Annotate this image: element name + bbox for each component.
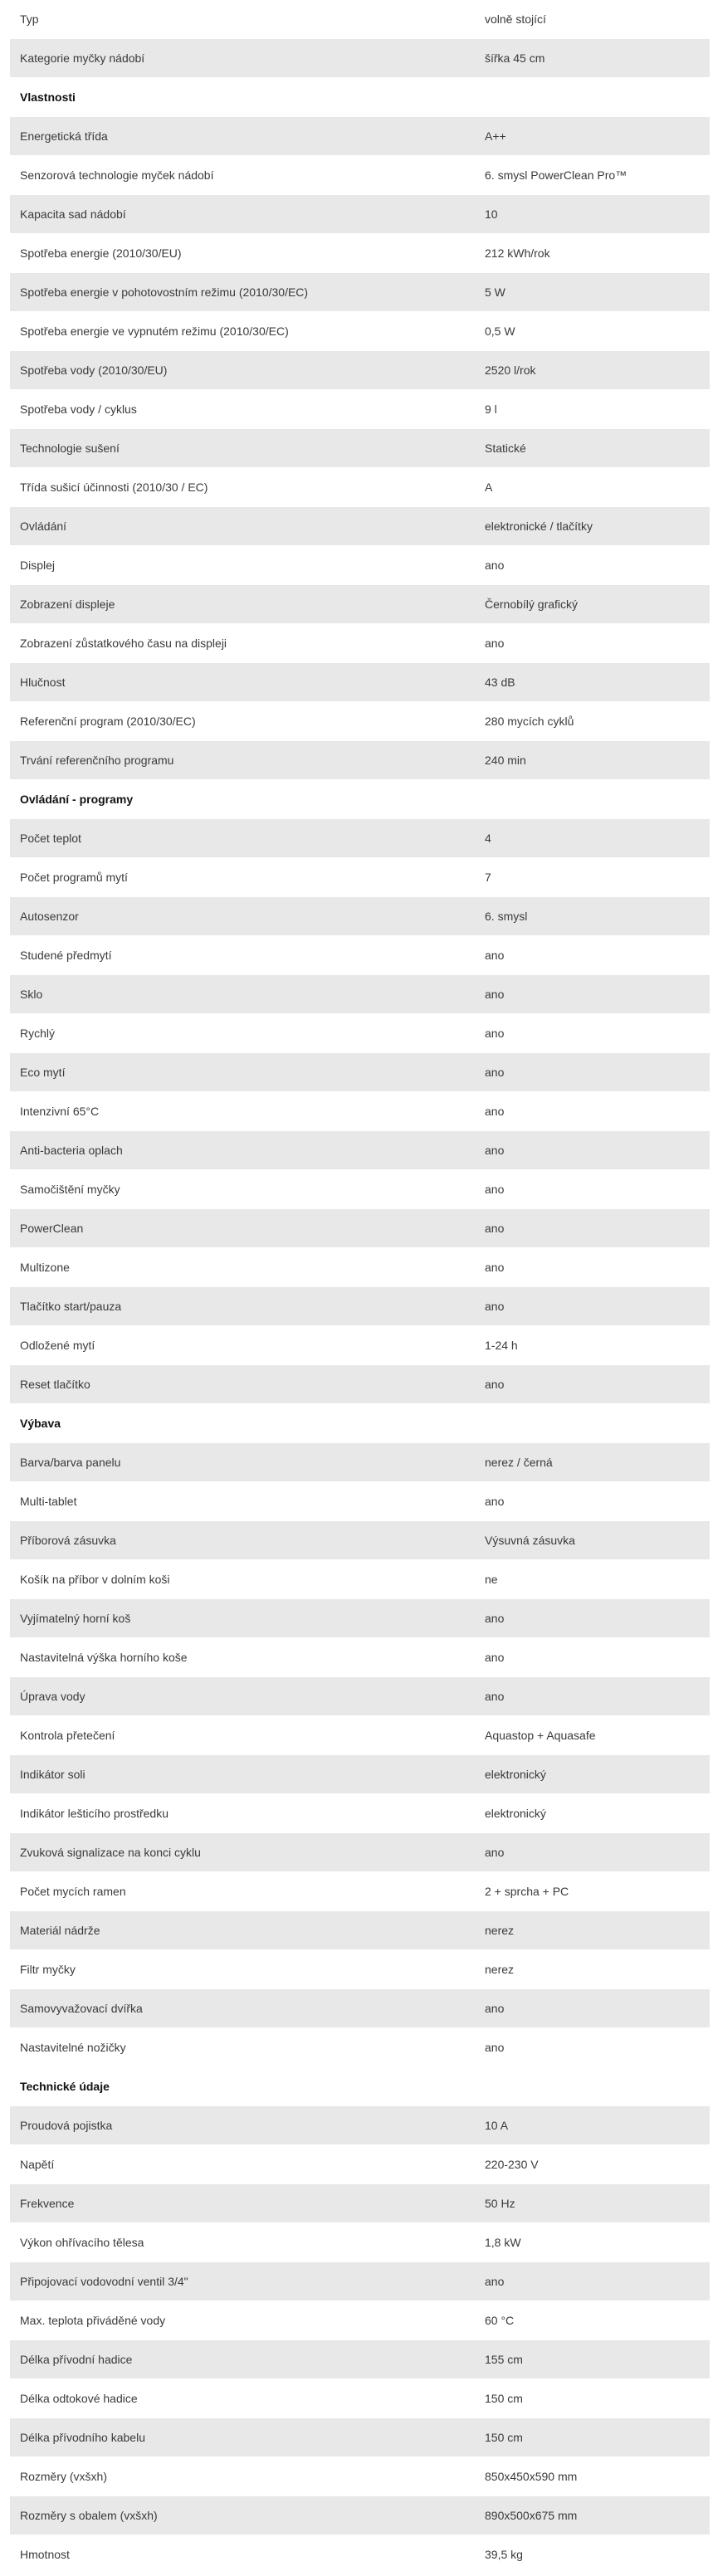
- spec-value: 50 Hz: [475, 2184, 710, 2223]
- spec-label: Ovládání: [10, 507, 475, 546]
- spec-row: [10, 1716, 710, 1755]
- spec-row: [10, 117, 710, 156]
- spec-value: Statické: [475, 429, 710, 468]
- spec-label: Energetická třída: [10, 117, 475, 156]
- spec-value: 39,5 kg: [475, 2535, 710, 2574]
- spec-value: ano: [475, 1365, 710, 1404]
- spec-label: Trvání referenčního programu: [10, 741, 475, 780]
- spec-value: 220-230 V: [475, 2145, 710, 2184]
- spec-label: Nastavitelné nožičky: [10, 2028, 475, 2067]
- spec-label: Materiál nádrže: [10, 1911, 475, 1950]
- section-heading: [10, 78, 710, 117]
- spec-value: ano: [475, 1053, 710, 1092]
- section-heading-label: Technické údaje: [10, 2067, 710, 2106]
- spec-row: [10, 624, 710, 663]
- spec-row: [10, 741, 710, 780]
- spec-row: [10, 1521, 710, 1560]
- spec-value: elektronické / tlačítky: [475, 507, 710, 546]
- spec-row: [10, 858, 710, 897]
- spec-label: Zobrazení zůstatkového času na displeji: [10, 624, 475, 663]
- section-heading-label: Ovládání - programy: [10, 780, 710, 819]
- section-heading-label: Vlastnosti: [10, 78, 710, 117]
- spec-label: Multi-tablet: [10, 1482, 475, 1521]
- spec-label: Referenční program (2010/30/EC): [10, 702, 475, 741]
- spec-label: Počet mycích ramen: [10, 1872, 475, 1911]
- spec-value: ano: [475, 936, 710, 975]
- spec-row: [10, 1248, 710, 1287]
- spec-value: nerez: [475, 1950, 710, 1989]
- spec-value: ano: [475, 2262, 710, 2301]
- spec-label: Max. teplota přiváděné vody: [10, 2301, 475, 2340]
- spec-value: 9 l: [475, 390, 710, 429]
- spec-label: Anti-bacteria oplach: [10, 1131, 475, 1170]
- spec-value: ano: [475, 1833, 710, 1872]
- spec-table-body: [10, 0, 710, 2574]
- spec-value: ano: [475, 1131, 710, 1170]
- spec-label: Délka odtokové hadice: [10, 2379, 475, 2418]
- spec-label: Rozměry (vxšxh): [10, 2457, 475, 2496]
- spec-row: [10, 663, 710, 702]
- spec-row: [10, 1872, 710, 1911]
- spec-value: ano: [475, 1287, 710, 1326]
- spec-row: [10, 2145, 710, 2184]
- spec-row: [10, 1092, 710, 1131]
- spec-label: Displej: [10, 546, 475, 585]
- spec-label: Spotřeba energie v pohotovostním režimu (2010/30/EC): [10, 273, 475, 312]
- spec-value: 5 W: [475, 273, 710, 312]
- spec-label: Vyjímatelný horní koš: [10, 1599, 475, 1638]
- spec-label: Frekvence: [10, 2184, 475, 2223]
- spec-label: Eco mytí: [10, 1053, 475, 1092]
- spec-value: volně stojící: [475, 0, 710, 39]
- spec-label: PowerClean: [10, 1209, 475, 1248]
- spec-row: [10, 702, 710, 741]
- spec-label: Spotřeba energie ve vypnutém režimu (2010/30/EC): [10, 312, 475, 351]
- spec-value: 155 cm: [475, 2340, 710, 2379]
- spec-row: [10, 1794, 710, 1833]
- spec-value: 150 cm: [475, 2379, 710, 2418]
- spec-value: nerez / černá: [475, 1443, 710, 1482]
- spec-value: Černobílý grafický: [475, 585, 710, 624]
- spec-value: ano: [475, 1482, 710, 1521]
- section-heading: [10, 2067, 710, 2106]
- spec-row: [10, 1833, 710, 1872]
- spec-value: 60 °C: [475, 2301, 710, 2340]
- spec-value: 150 cm: [475, 2418, 710, 2457]
- spec-value: ano: [475, 1677, 710, 1716]
- spec-value: 43 dB: [475, 663, 710, 702]
- spec-label: Senzorová technologie myček nádobí: [10, 156, 475, 195]
- spec-value: Výsuvná zásuvka: [475, 1521, 710, 1560]
- spec-label: Košík na příbor v dolním koši: [10, 1560, 475, 1599]
- spec-label: Rozměry s obalem (vxšxh): [10, 2496, 475, 2535]
- spec-value: 7: [475, 858, 710, 897]
- spec-label: Indikátor lešticího prostředku: [10, 1794, 475, 1833]
- spec-label: Zobrazení displeje: [10, 585, 475, 624]
- spec-label: Barva/barva panelu: [10, 1443, 475, 1482]
- spec-row: [10, 2379, 710, 2418]
- spec-row: [10, 1053, 710, 1092]
- spec-label: Kategorie myčky nádobí: [10, 39, 475, 78]
- spec-row: [10, 1131, 710, 1170]
- spec-label: Připojovací vodovodní ventil 3/4": [10, 2262, 475, 2301]
- spec-value: ano: [475, 1014, 710, 1053]
- spec-row: [10, 1950, 710, 1989]
- spec-row: [10, 1287, 710, 1326]
- spec-row: [10, 936, 710, 975]
- spec-label: Počet programů mytí: [10, 858, 475, 897]
- spec-row: [10, 1677, 710, 1716]
- spec-row: [10, 2535, 710, 2574]
- spec-label: Indikátor soli: [10, 1755, 475, 1794]
- spec-value: Aquastop + Aquasafe: [475, 1716, 710, 1755]
- spec-value: ano: [475, 624, 710, 663]
- spec-value: 890x500x675 mm: [475, 2496, 710, 2535]
- spec-value: ano: [475, 1638, 710, 1677]
- spec-value: A: [475, 468, 710, 507]
- spec-row: [10, 507, 710, 546]
- spec-row: [10, 390, 710, 429]
- spec-row: [10, 2301, 710, 2340]
- spec-row: [10, 468, 710, 507]
- spec-value: nerez: [475, 1911, 710, 1950]
- spec-value: ano: [475, 1209, 710, 1248]
- spec-label: Spotřeba vody / cyklus: [10, 390, 475, 429]
- spec-value: ano: [475, 975, 710, 1014]
- spec-row: [10, 1755, 710, 1794]
- spec-label: Typ: [10, 0, 475, 39]
- spec-value: 10 A: [475, 2106, 710, 2145]
- spec-label: Filtr myčky: [10, 1950, 475, 1989]
- spec-value: 0,5 W: [475, 312, 710, 351]
- spec-label: Úprava vody: [10, 1677, 475, 1716]
- spec-label: Tlačítko start/pauza: [10, 1287, 475, 1326]
- spec-label: Autosenzor: [10, 897, 475, 936]
- spec-value: elektronický: [475, 1755, 710, 1794]
- spec-row: [10, 1014, 710, 1053]
- spec-row: [10, 1365, 710, 1404]
- spec-row: [10, 2262, 710, 2301]
- spec-value: ano: [475, 1170, 710, 1209]
- spec-label: Délka přívodní hadice: [10, 2340, 475, 2379]
- spec-label: Samovyvažovací dvířka: [10, 1989, 475, 2028]
- spec-value: elektronický: [475, 1794, 710, 1833]
- spec-value: 280 mycích cyklů: [475, 702, 710, 741]
- spec-value: 240 min: [475, 741, 710, 780]
- spec-value: ano: [475, 2028, 710, 2067]
- section-heading-label: Výbava: [10, 1404, 710, 1443]
- section-heading: [10, 1404, 710, 1443]
- spec-row: [10, 975, 710, 1014]
- spec-row: [10, 2028, 710, 2067]
- spec-row: [10, 156, 710, 195]
- spec-label: Nastavitelná výška horního koše: [10, 1638, 475, 1677]
- spec-label: Rychlý: [10, 1014, 475, 1053]
- spec-label: Hlučnost: [10, 663, 475, 702]
- spec-row: [10, 195, 710, 234]
- spec-row: [10, 1599, 710, 1638]
- spec-row: [10, 351, 710, 390]
- spec-value: 4: [475, 819, 710, 858]
- spec-row: [10, 819, 710, 858]
- spec-value: 10: [475, 195, 710, 234]
- spec-value: 1-24 h: [475, 1326, 710, 1365]
- spec-table: [10, 0, 710, 2574]
- spec-label: Hmotnost: [10, 2535, 475, 2574]
- spec-value: ano: [475, 546, 710, 585]
- spec-row: [10, 585, 710, 624]
- spec-label: Délka přívodního kabelu: [10, 2418, 475, 2457]
- spec-row: [10, 1989, 710, 2028]
- spec-row: [10, 546, 710, 585]
- spec-label: Intenzivní 65°C: [10, 1092, 475, 1131]
- spec-row: [10, 1482, 710, 1521]
- spec-label: Příborová zásuvka: [10, 1521, 475, 1560]
- spec-label: Multizone: [10, 1248, 475, 1287]
- spec-row: [10, 2184, 710, 2223]
- spec-label: Kontrola přetečení: [10, 1716, 475, 1755]
- spec-row: [10, 2496, 710, 2535]
- spec-label: Výkon ohřívacího tělesa: [10, 2223, 475, 2262]
- spec-row: [10, 2223, 710, 2262]
- spec-row: [10, 39, 710, 78]
- spec-label: Spotřeba energie (2010/30/EU): [10, 234, 475, 273]
- spec-row: [10, 2418, 710, 2457]
- spec-row: [10, 273, 710, 312]
- spec-label: Studené předmytí: [10, 936, 475, 975]
- spec-row: [10, 429, 710, 468]
- spec-row: [10, 234, 710, 273]
- spec-value: 850x450x590 mm: [475, 2457, 710, 2496]
- spec-value: 212 kWh/rok: [475, 234, 710, 273]
- spec-row: [10, 1326, 710, 1365]
- spec-row: [10, 2457, 710, 2496]
- spec-value: 1,8 kW: [475, 2223, 710, 2262]
- spec-label: Kapacita sad nádobí: [10, 195, 475, 234]
- spec-label: Proudová pojistka: [10, 2106, 475, 2145]
- spec-row: [10, 897, 710, 936]
- spec-label: Samočištění myčky: [10, 1170, 475, 1209]
- spec-row: [10, 1209, 710, 1248]
- spec-label: Zvuková signalizace na konci cyklu: [10, 1833, 475, 1872]
- spec-value: šířka 45 cm: [475, 39, 710, 78]
- spec-row: [10, 1911, 710, 1950]
- spec-row: [10, 1560, 710, 1599]
- spec-row: [10, 312, 710, 351]
- spec-label: Sklo: [10, 975, 475, 1014]
- spec-value: 2 + sprcha + PC: [475, 1872, 710, 1911]
- spec-label: Počet teplot: [10, 819, 475, 858]
- spec-value: 6. smysl: [475, 897, 710, 936]
- spec-row: [10, 0, 710, 39]
- spec-value: ano: [475, 1599, 710, 1638]
- spec-row: [10, 1170, 710, 1209]
- spec-value: ne: [475, 1560, 710, 1599]
- spec-row: [10, 2106, 710, 2145]
- spec-value: ano: [475, 1989, 710, 2028]
- spec-value: A++: [475, 117, 710, 156]
- spec-row: [10, 1443, 710, 1482]
- spec-value: ano: [475, 1092, 710, 1131]
- spec-label: Odložené mytí: [10, 1326, 475, 1365]
- spec-row: [10, 1638, 710, 1677]
- spec-value: 2520 l/rok: [475, 351, 710, 390]
- spec-label: Reset tlačítko: [10, 1365, 475, 1404]
- spec-label: Napětí: [10, 2145, 475, 2184]
- spec-label: Spotřeba vody (2010/30/EU): [10, 351, 475, 390]
- spec-row: [10, 2340, 710, 2379]
- spec-label: Třída sušicí účinnosti (2010/30 / EC): [10, 468, 475, 507]
- section-heading: [10, 780, 710, 819]
- spec-label: Technologie sušení: [10, 429, 475, 468]
- spec-value: 6. smysl PowerClean Pro™: [475, 156, 710, 195]
- spec-value: ano: [475, 1248, 710, 1287]
